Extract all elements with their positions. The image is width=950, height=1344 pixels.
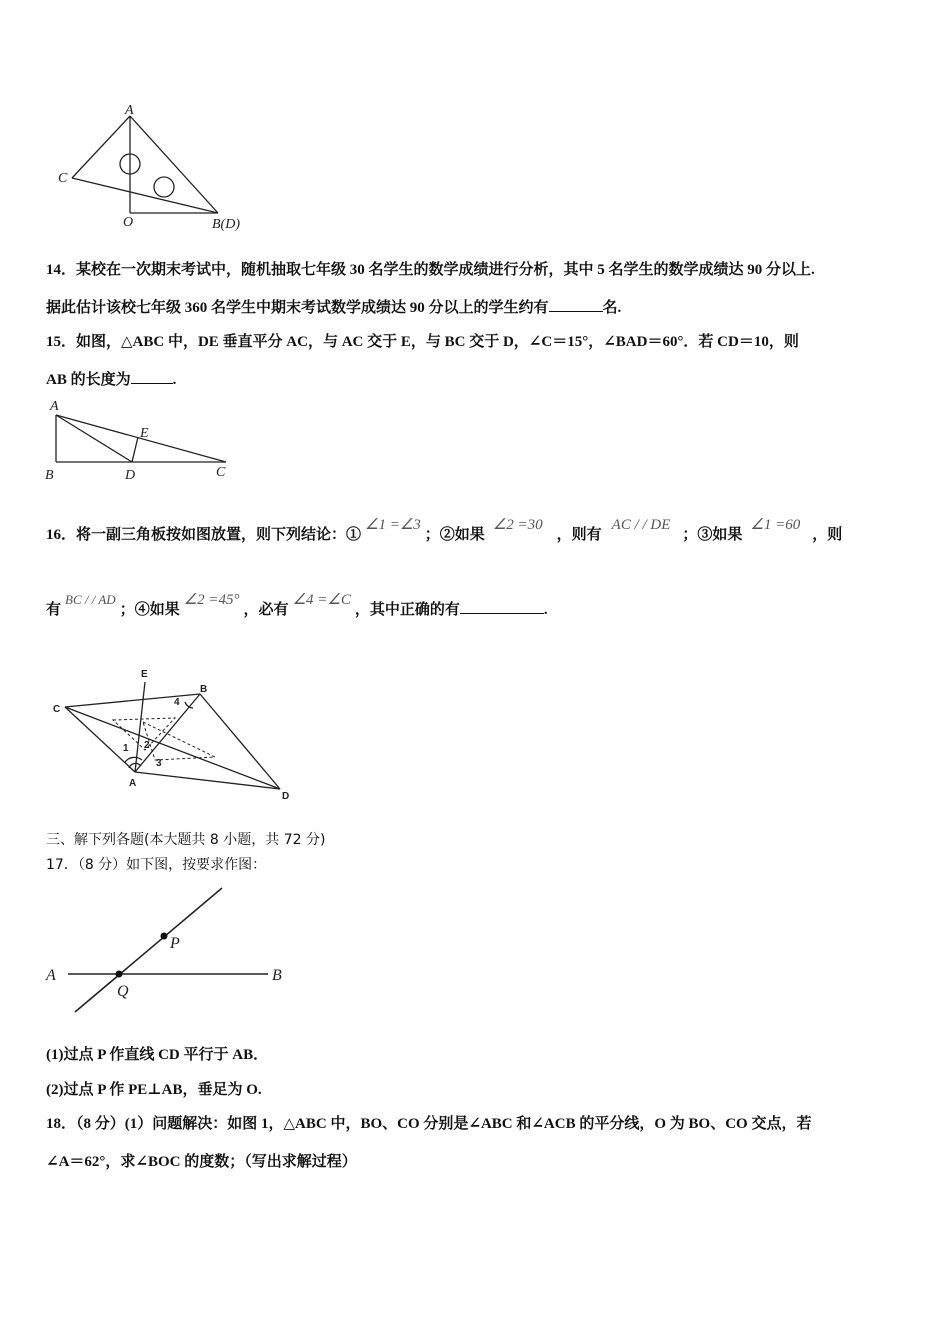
- fig16-label-2: 2: [144, 740, 150, 751]
- q16-math5: BC / / AD: [65, 592, 116, 607]
- fig16-label-3: 3: [156, 758, 162, 769]
- q16-p2: ；②如果: [424, 527, 485, 543]
- q14-line2-post: 名.: [602, 300, 622, 316]
- fig13-label-O: O: [123, 215, 134, 230]
- q14-line2: [46, 297, 621, 318]
- q16-p1: 16．将一副三角板按如图放置，则下列结论：①: [46, 527, 362, 543]
- q16-q2: ；④如果: [119, 602, 180, 618]
- q15-line2-post: .: [172, 372, 177, 388]
- q16-answer-blank[interactable]: [460, 599, 544, 614]
- fig16-line-AC: [65, 707, 135, 772]
- figure-q15: [40, 395, 240, 487]
- q16-p4: ；③如果: [682, 527, 743, 543]
- q17-title: 17．（8 分）如下图，按要求作图：: [46, 857, 267, 873]
- fig15-line-AD: [56, 415, 132, 462]
- fig15-label-E: E: [140, 426, 149, 441]
- figure-q16: [45, 662, 305, 807]
- fig16-line-BD: [200, 694, 280, 789]
- q17-part1: (1)过点 P 作直线 CD 平行于 AB．: [46, 1047, 269, 1063]
- q16-p3: ，则有: [556, 527, 602, 543]
- fig17-label-B: B: [272, 967, 282, 984]
- q16-line1: [46, 517, 843, 545]
- fig17-point-Q: [116, 971, 123, 978]
- q16-q3: ，必有: [243, 602, 289, 618]
- q16-q5: .: [543, 602, 548, 618]
- figure-q13: [50, 100, 260, 240]
- q18-line2: ∠A＝62°，求∠BOC 的度数；（写出求解过程）: [46, 1154, 357, 1170]
- fig16-label-D: D: [282, 791, 290, 802]
- fig13-label-C: C: [58, 171, 68, 186]
- fig13-label-A: A: [125, 103, 134, 118]
- q16-math4: ∠1 =60: [750, 517, 801, 533]
- q16-math1: ∠1 =∠3: [365, 517, 421, 533]
- q14-answer-blank[interactable]: [549, 297, 603, 312]
- fig16-line-AB: [135, 694, 200, 772]
- fig17-label-P: P: [170, 935, 180, 952]
- fig13-label-B: B(D): [212, 217, 240, 232]
- section3-title: 三、解下列各题(本大题共 8 小题，共 72 分): [46, 832, 326, 848]
- fig16-label-B: B: [200, 684, 208, 695]
- fig17-line-through-PQ: [75, 888, 222, 1012]
- fig16-label-E: E: [141, 669, 148, 680]
- fig16-label-C: C: [53, 704, 61, 715]
- figure-q17: [40, 880, 300, 1020]
- fig17-point-P: [161, 933, 168, 940]
- fig13-line-AB: [130, 116, 218, 213]
- q16-math7: ∠4 =∠C: [292, 592, 351, 608]
- fig16-label-1: 1: [123, 743, 129, 754]
- fig13-line-CB: [72, 178, 218, 213]
- fig15-label-D: D: [125, 468, 136, 483]
- q15-line2: [46, 369, 176, 390]
- q17-part2: (2)过点 P 作 PE⊥AB，垂足为 O.: [46, 1082, 262, 1098]
- q16-math2: ∠2 =30: [492, 517, 543, 533]
- q16-line2: [46, 592, 548, 620]
- q15-answer-blank[interactable]: [131, 369, 173, 384]
- q18-line1: 18．（8 分）(1）问题解决：如图 1，△ABC 中，BO、CO 分别是∠ABC 和∠ACB 的平分线，O 为 BO、CO 交点，若: [46, 1116, 812, 1132]
- q16-q4: ，其中正确的有: [354, 602, 460, 618]
- q14-line2-pre: 据此估计该校七年级 360 名学生中期末考试数学成绩达 90 分以上的学生约有: [46, 300, 549, 316]
- q15-line1: 15．如图，△ABC 中，DE 垂直平分 AC，与 AC 交于 E，与 BC 交于 D，∠C＝15°，∠BAD＝60°．若 CD＝10，则: [46, 334, 799, 350]
- fig15-label-A: A: [50, 399, 59, 414]
- fig16-angle-arc-1: [125, 757, 142, 762]
- fig16-label-4: 4: [174, 697, 180, 708]
- q14-line1: 14．某校在一次期末考试中，随机抽取七年级 30 名学生的数学成绩进行分析，其中 5 名学生的数学成绩达 90 分以上.: [46, 262, 815, 278]
- fig15-label-B: B: [45, 468, 54, 483]
- fig13-circle-lower: [154, 177, 174, 197]
- q16-q1: 有: [46, 602, 62, 618]
- q16-math6: ∠2 =45°: [183, 592, 240, 608]
- q15-line2-pre: AB 的长度为: [46, 372, 131, 388]
- fig16-line-CB: [65, 694, 200, 707]
- fig17-label-A: A: [46, 967, 56, 984]
- fig16-label-A: A: [129, 778, 137, 789]
- q16-math3: AC / / DE: [611, 517, 671, 533]
- fig15-line-DE: [132, 437, 138, 462]
- q16-p5: ，则: [812, 527, 843, 543]
- fig15-label-C: C: [216, 465, 226, 480]
- fig17-label-Q: Q: [117, 983, 129, 1000]
